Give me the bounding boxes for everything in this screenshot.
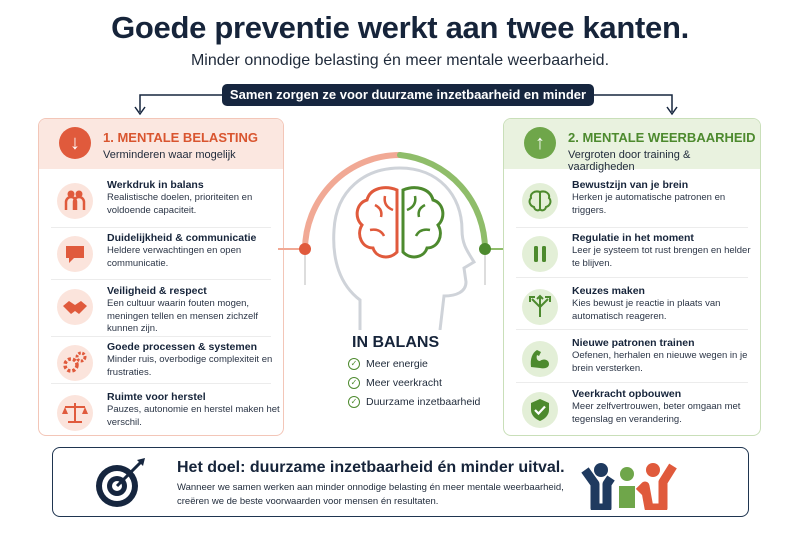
divider (516, 382, 748, 383)
panel-title: 2. MENTALE WEERBAARHEID (568, 130, 756, 145)
check-icon: ✓ (348, 377, 360, 389)
panel-subtitle: Vergroten door training & vaardigheden (568, 149, 691, 173)
panel-header (504, 119, 760, 173)
arrow-up-icon: ↑ (524, 127, 556, 159)
divider (516, 277, 748, 278)
split-arrows-icon (522, 289, 558, 325)
divider (51, 279, 271, 280)
item-title: Bewustzijn van je brein (572, 179, 689, 191)
list-item (504, 179, 760, 231)
gears-icon (57, 345, 93, 381)
item-desc: Oefenen, herhalen en nieuwe wegen in je brein versterken. (572, 350, 748, 374)
item-title: Duidelijkheid & communicatie (107, 232, 257, 244)
divider (51, 227, 271, 228)
item-desc: Pauzes, autonomie en herstel maken het verschil. (107, 404, 280, 428)
item-desc: Minder ruis, overbodige complexiteit en frustraties. (107, 354, 273, 378)
item-desc: Een cultuur waarin fouten mogen, meningen tellen en mensen zichzelf kunnen zijn. (107, 298, 259, 334)
scale-icon (57, 395, 93, 431)
handshake-icon (57, 289, 93, 325)
people-icon (57, 183, 93, 219)
banner: Samen zorgen ze voor duurzame inzetbaarheid en minder uitval. (222, 84, 594, 106)
arrow-down-icon: ↓ (59, 127, 91, 159)
item-title: Keuzes maken (572, 285, 645, 297)
goal-box (52, 447, 749, 517)
check-item: ✓ Meer energie (348, 357, 428, 371)
item-desc: Meer zelfvertrouwen, beter omgaan met tegenslag en verandering. (572, 401, 741, 425)
page-title: Goede preventie werkt aan twee kanten. (111, 10, 689, 45)
divider (51, 336, 271, 337)
panel-subtitle: Verminderen waar mogelijk (103, 149, 236, 161)
item-title: Ruimte voor herstel (107, 391, 206, 403)
pause-icon (522, 236, 558, 272)
divider (51, 383, 271, 384)
item-title: Veerkracht opbouwen (572, 388, 682, 400)
target-icon (93, 456, 149, 510)
goal-desc: Wanneer we samen werken aan minder onnodige belasting én meer mentale weerbaarheid, creëren we de beste voorwaarden voor mensen én resultaten. (177, 482, 564, 507)
panel-header (39, 119, 283, 169)
balance-head-graphic (270, 130, 530, 330)
list-item (504, 388, 760, 440)
balance-title: IN BALANS (352, 334, 440, 351)
brain-icon (522, 183, 558, 219)
panel-mental-load (38, 118, 284, 436)
list-item (39, 285, 283, 337)
check-icon: ✓ (348, 358, 360, 370)
page-subtitle: Minder onnodige belasting én meer mentale weerbaarheid. (190, 52, 610, 69)
check-item: ✓ Duurzame inzetbaarheid (348, 395, 480, 409)
divider (516, 329, 748, 330)
item-title: Goede processen & systemen (107, 341, 257, 353)
divider (516, 227, 748, 228)
panel-title: 1. MENTALE BELASTING (103, 130, 259, 145)
list-item (39, 391, 283, 443)
team-icon (579, 456, 679, 510)
item-desc: Herken je automatische patronen en triggers. (572, 192, 726, 216)
shield-check-icon (522, 392, 558, 428)
item-desc: Leer je systeem tot rust brengen en helder te blijven. (572, 245, 751, 269)
list-item (39, 341, 283, 393)
check-icon: ✓ (348, 396, 360, 408)
speech-bubble-icon (57, 236, 93, 272)
item-title: Regulatie in het moment (572, 232, 694, 244)
item-desc: Realistische doelen, prioriteiten en voldoende capaciteit. (107, 192, 253, 216)
item-title: Werkdruk in balans (107, 179, 204, 191)
item-title: Nieuwe patronen trainen (572, 337, 695, 349)
list-item (39, 179, 283, 231)
list-item (39, 232, 283, 284)
muscle-icon (522, 341, 558, 377)
goal-title: Het doel: duurzame inzetbaarheid én minder uitval. (177, 459, 565, 476)
check-item: ✓ Meer veerkracht (348, 376, 442, 390)
item-desc: Kies bewust je reactie in plaats van automatisch reageren. (572, 298, 721, 322)
item-desc: Heldere verwachtingen en open communicatie. (107, 245, 242, 269)
panel-mental-resilience (503, 118, 761, 436)
item-title: Veiligheid & respect (107, 285, 207, 297)
